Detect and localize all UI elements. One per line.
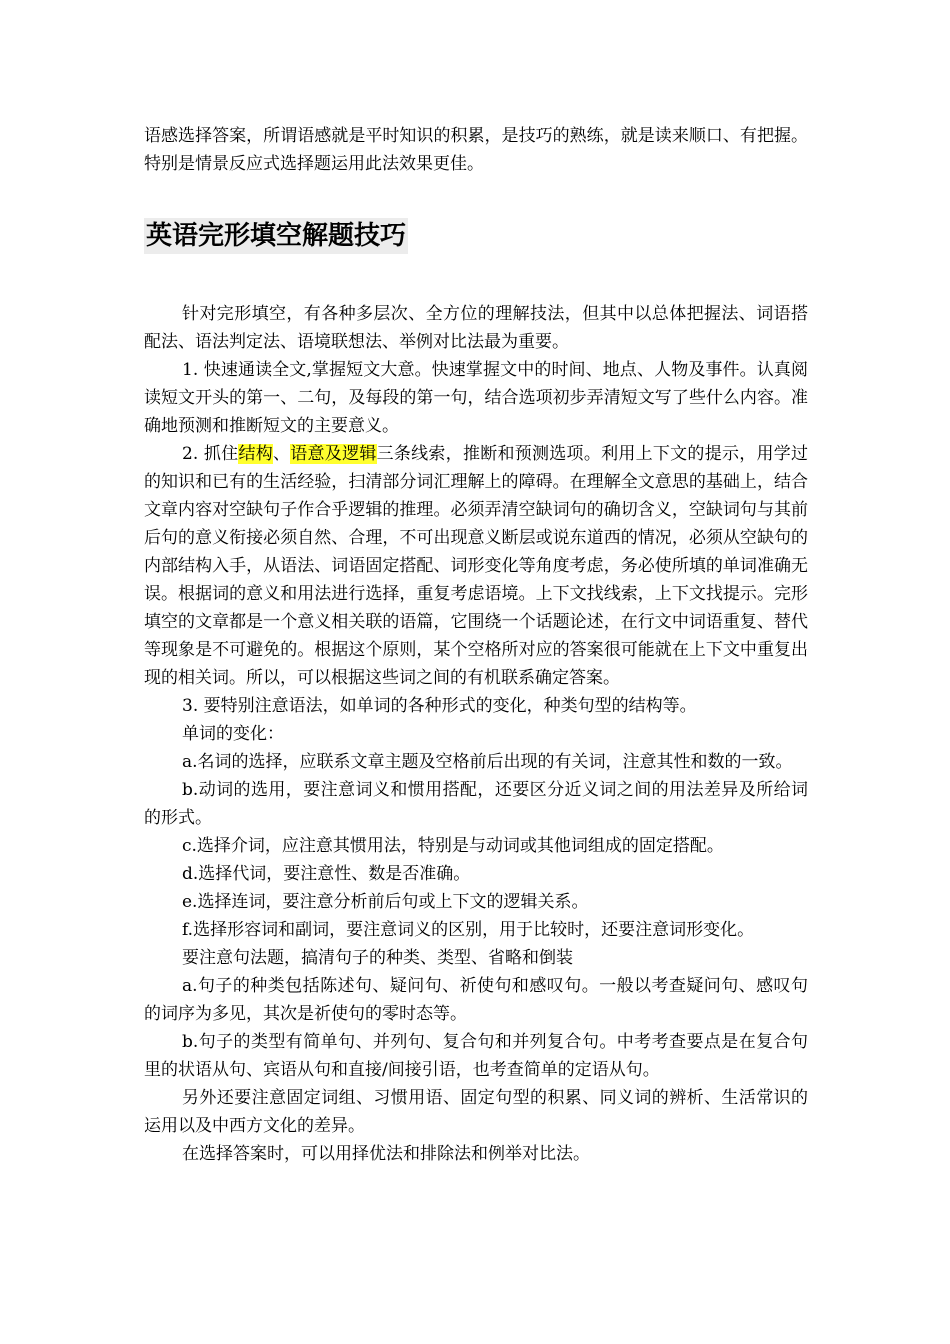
list-item-sentence-kinds: a.句子的种类包括陈述句、疑问句、祈使句和感叹句。一般以考查疑问句、感叹句的词序为多见，其次是祈使句的零时态等。 xyxy=(144,976,808,1024)
paragraph-answer-choice: 在选择答案时，可以用择优法和排除法和例举对比法。 xyxy=(182,1144,590,1164)
paragraph-overview: 针对完形填空，有各种多层次、全方位的理解技法，但其中以总体把握法、词语搭配法、语法判定法、语境联想法、举例对比法最为重要。 xyxy=(144,304,808,352)
paragraph-step-2 xyxy=(144,440,808,692)
paragraph-step-3: 3. 要特别注意语法，如单词的各种形式的变化，种类句型的结构等。 xyxy=(182,696,697,716)
intro-paragraph: 语感选择答案，所谓语感就是平时知识的积累，是技巧的熟练，就是读来顺口、有把握。特别是情景反应式选择题运用此法效果更佳。 xyxy=(144,126,808,174)
step-2-prefix: 2. 抓住 xyxy=(182,444,239,464)
list-item-adjective-adverb: f.选择形容词和副词，要注意词义的区别，用于比较时，还要注意词形变化。 xyxy=(182,920,755,940)
paragraph-step-1: 1. 快速通读全文,掌握短文大意。快速掌握文中的时间、地点、人物及事件。认真阅读短文开头的第一、二句，及每段的第一句，结合选项初步弄清短文写了些什么内容。准确地预测和推断短文的主要意义。 xyxy=(144,360,808,436)
paragraph-additional: 另外还要注意固定词组、习惯用语、固定句型的积累、同义词的辨析、生活常识的运用以及中西方文化的差异。 xyxy=(144,1088,808,1136)
list-item-pronoun: d.选择代词，要注意性、数是否准确。 xyxy=(182,864,471,884)
list-item-conjunction: e.选择连词，要注意分析前后句或上下文的逻辑关系。 xyxy=(182,892,589,912)
list-item-verb: b.动词的选用，要注意词义和惯用搭配，还要区分近义词之间的用法差异及所给词的形式。 xyxy=(144,780,808,828)
paragraph-syntax: 要注意句法题，搞清句子的种类、类型、省略和倒装 xyxy=(182,948,573,968)
step-2-body: 三条线索，推断和预测选项。利用上下文的提示，用学过的知识和已有的生活经验，扫清部分词汇理解上的障碍。在理解全文意思的基础上，结合文章内容对空缺句子作合乎逻辑的推理。必须弄清空缺词句的确切含义，空缺词句与其前后句的意义衔接必须自然、合理，不可出现意义断层或说东道西的情况，必须从空缺句的内部结构入手，从语法、词语固定搭配、词形变化等角度考虑，务必使所填的单词准确无误。根据词的意义和用法进行选择，重复考虑语境。上下文找线索，上下文找提示。完形填空的文章都是一个意义相关联的语篇，它围绕一个话题论述，在行文中词语重复、替代等现象是不可避免的。根据这个原则，某个空格所对应的答案很可能就在上下文中重复出现的相关词。所以，可以根据这些词之间的有机联系确定答案。 xyxy=(144,444,809,688)
heading-wrap xyxy=(144,218,808,256)
list-item-noun: a.名词的选择，应联系文章主题及空格前后出现的有关词，注意其性和数的一致。 xyxy=(182,752,793,772)
step-2-separator: 、 xyxy=(272,444,291,464)
highlight-meaning-logic: 语意及逻辑 xyxy=(290,444,377,464)
paragraph-word-changes: 单词的变化： xyxy=(182,724,284,744)
document-body xyxy=(144,122,808,1168)
highlight-structure: 结构 xyxy=(238,444,273,464)
list-item-preposition: c.选择介词，应注意其惯用法，特别是与动词或其他词组成的固定搭配。 xyxy=(182,836,724,856)
list-item-sentence-types: b.句子的类型有简单句、并列句、复合句和并列复合句。中考考查要点是在复合句里的状语从句、宾语从句和直接/间接引语，也考查简单的定语从句。 xyxy=(144,1032,808,1080)
section-heading: 英语完形填空解题技巧 xyxy=(144,218,408,254)
